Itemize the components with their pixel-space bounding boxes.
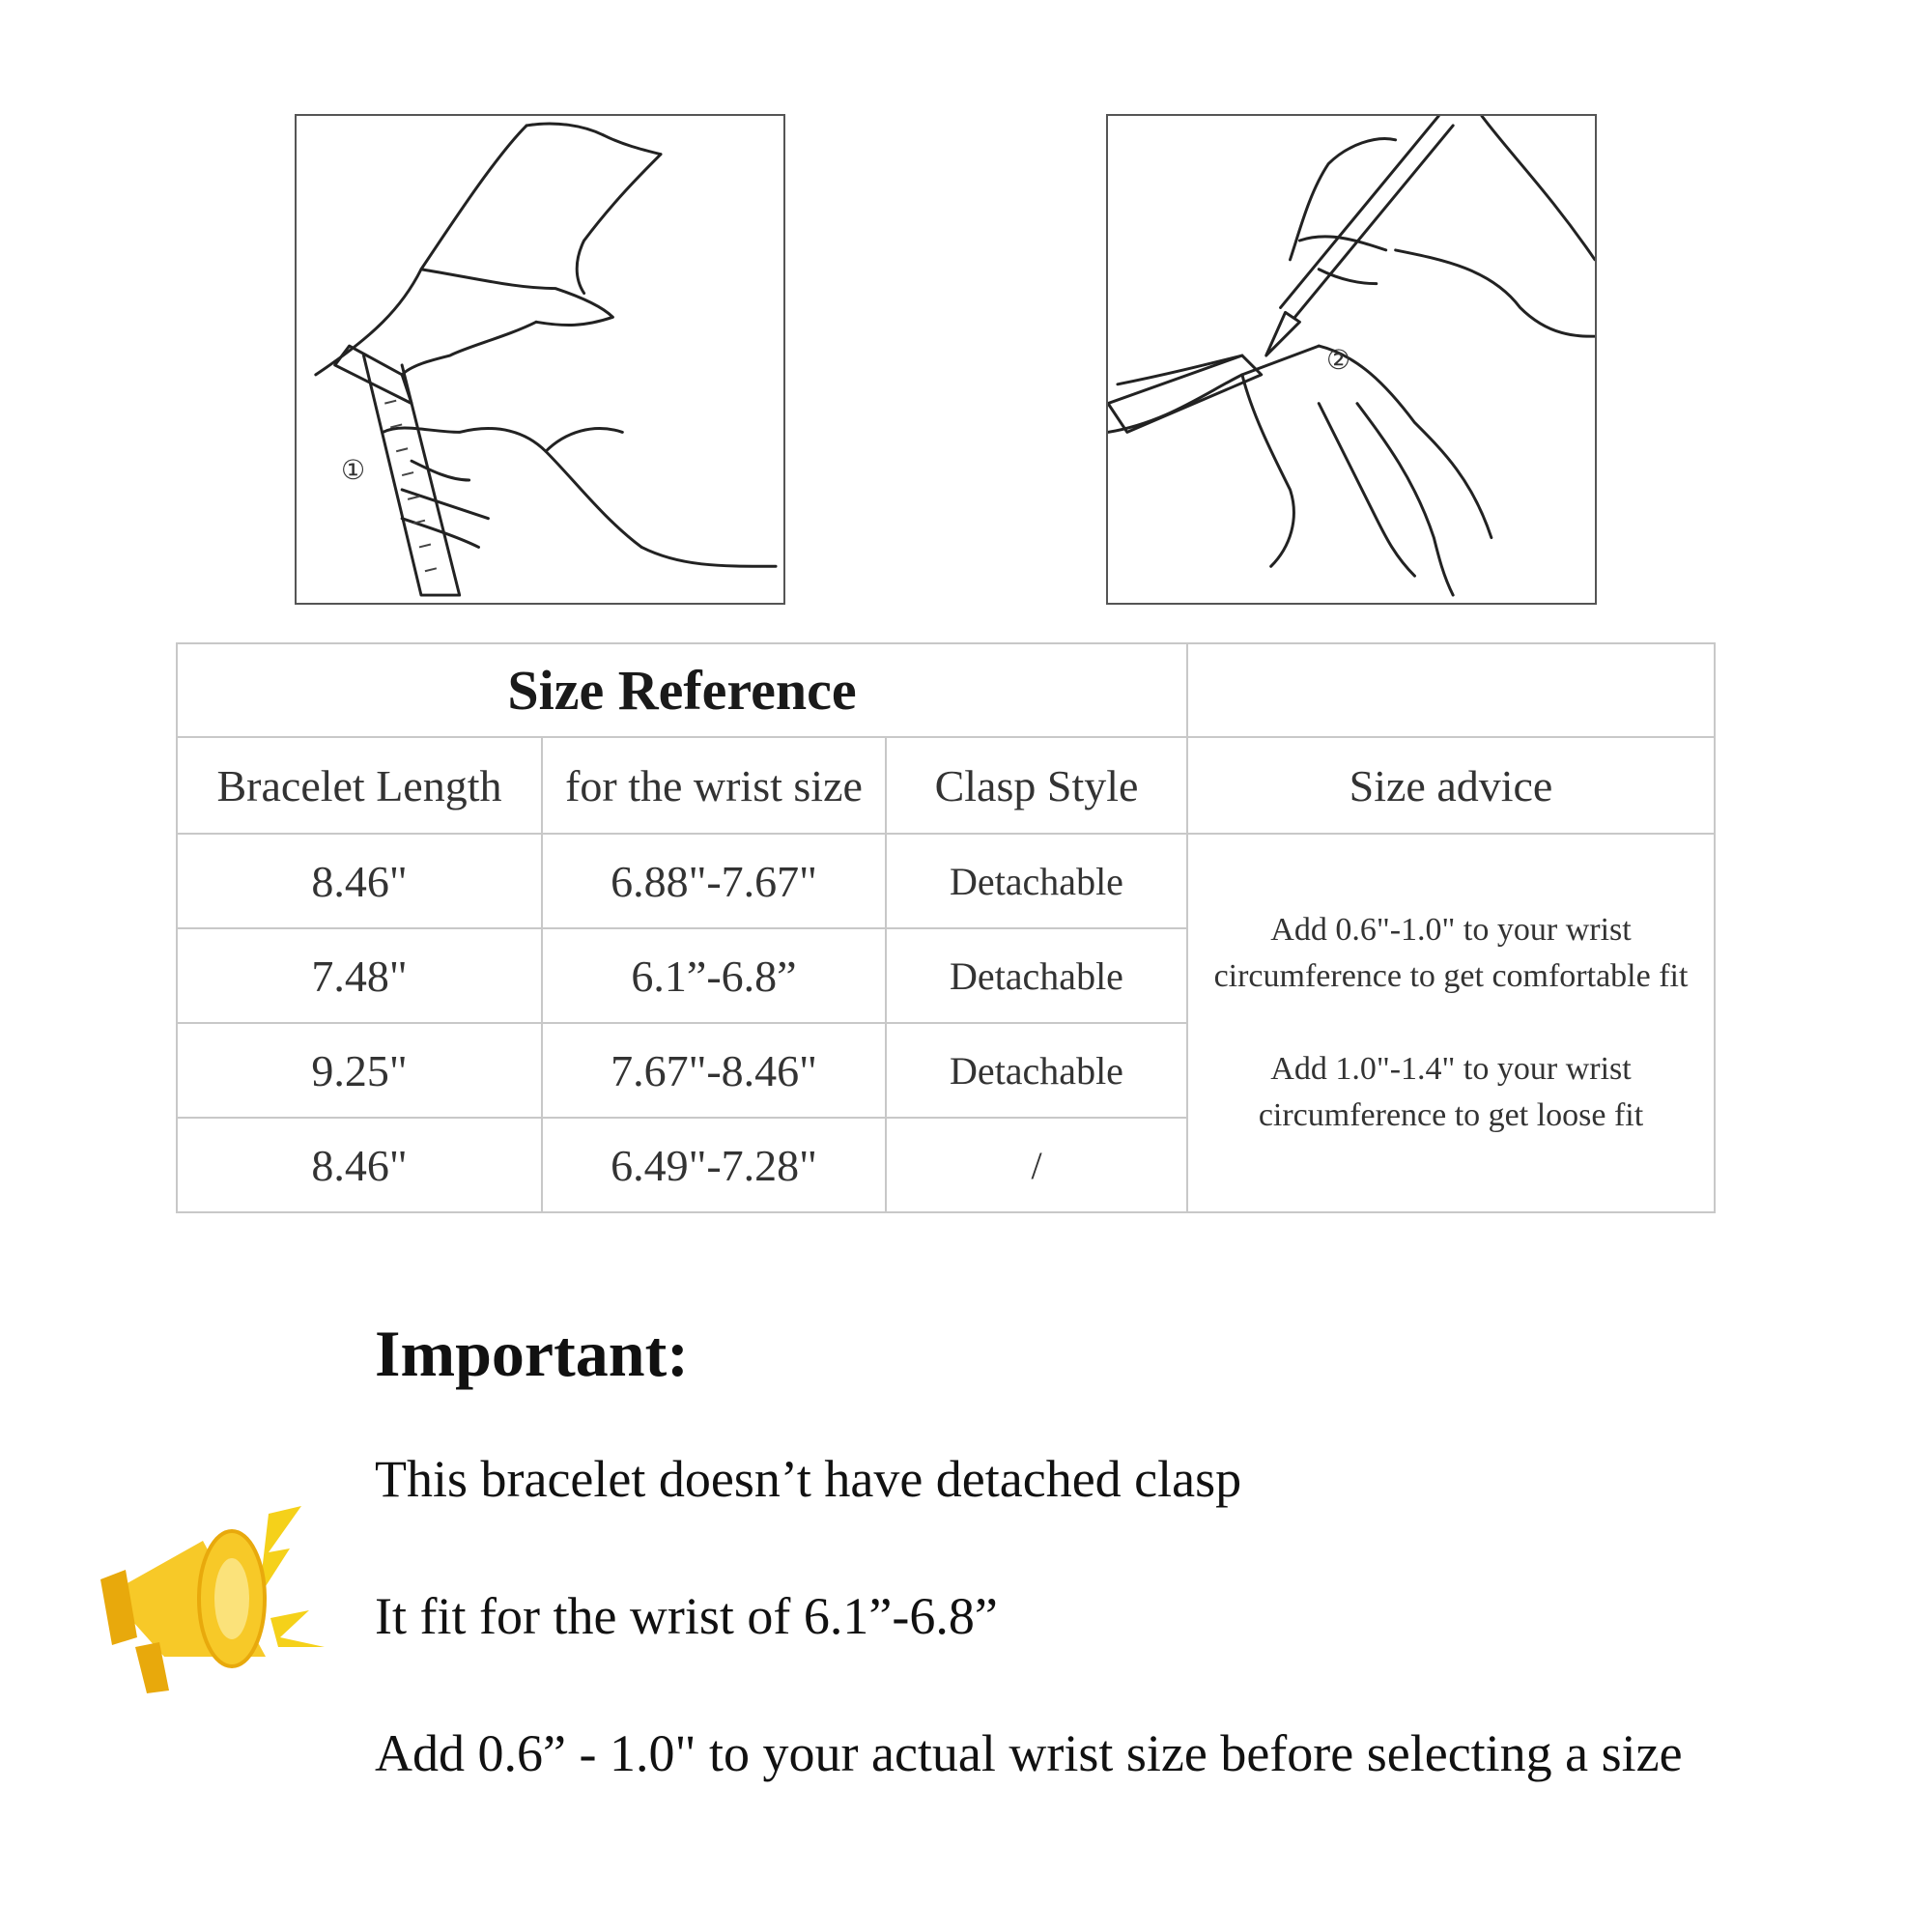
header-wrist-size: for the wrist size bbox=[542, 737, 886, 834]
header-size-advice: Size advice bbox=[1187, 737, 1715, 834]
table-title-empty-cell bbox=[1187, 643, 1715, 737]
measure-illustration-step-2 bbox=[1106, 114, 1597, 605]
hand-tape-drawing bbox=[297, 116, 783, 603]
step-2-label: ② bbox=[1326, 346, 1351, 376]
measure-illustration-step-1 bbox=[295, 114, 785, 605]
hand-pen-drawing bbox=[1108, 116, 1595, 603]
important-heading: Important: bbox=[375, 1317, 689, 1390]
step-1-label: ① bbox=[341, 456, 366, 486]
length-cell: 9.25" bbox=[177, 1023, 542, 1118]
length-cell: 8.46" bbox=[177, 834, 542, 928]
important-note-wrist-fit: It fit for the wrist of 6.1”-6.8” bbox=[375, 1587, 998, 1645]
length-cell: 7.48" bbox=[177, 928, 542, 1023]
table-row bbox=[177, 834, 1715, 928]
important-note-clasp: This bracelet doesn’t have detached clasp bbox=[375, 1450, 1242, 1508]
table-title: Size Reference bbox=[177, 643, 1187, 737]
wrist-cell: 7.67"-8.46" bbox=[542, 1023, 886, 1118]
wrist-cell: 6.1”-6.8” bbox=[542, 928, 886, 1023]
table-header-row bbox=[177, 737, 1715, 834]
lightning-bolt-icon bbox=[270, 1610, 325, 1647]
table-title-row bbox=[177, 643, 1715, 737]
wrist-cell: 6.88"-7.67" bbox=[542, 834, 886, 928]
header-bracelet-length: Bracelet Length bbox=[177, 737, 542, 834]
important-note-add-size: Add 0.6” - 1.0" to your actual wrist size before selecting a size bbox=[375, 1724, 1683, 1782]
size-reference-table bbox=[176, 642, 1716, 1213]
wrist-cell: 6.49"-7.28" bbox=[542, 1118, 886, 1212]
clasp-cell: Detachable bbox=[886, 928, 1187, 1023]
clasp-cell: Detachable bbox=[886, 834, 1187, 928]
size-advice-cell bbox=[1187, 834, 1715, 1212]
advice-comfortable: Add 0.6"-1.0" to your wrist circumference to get comfortable fit bbox=[1213, 912, 1689, 994]
length-cell: 8.46" bbox=[177, 1118, 542, 1212]
clasp-cell: / bbox=[886, 1118, 1187, 1212]
megaphone-icon bbox=[97, 1502, 328, 1695]
header-clasp-style: Clasp Style bbox=[886, 737, 1187, 834]
clasp-cell: Detachable bbox=[886, 1023, 1187, 1118]
advice-loose: Add 1.0"-1.4" to your wrist circumference to get loose fit bbox=[1258, 1051, 1644, 1133]
